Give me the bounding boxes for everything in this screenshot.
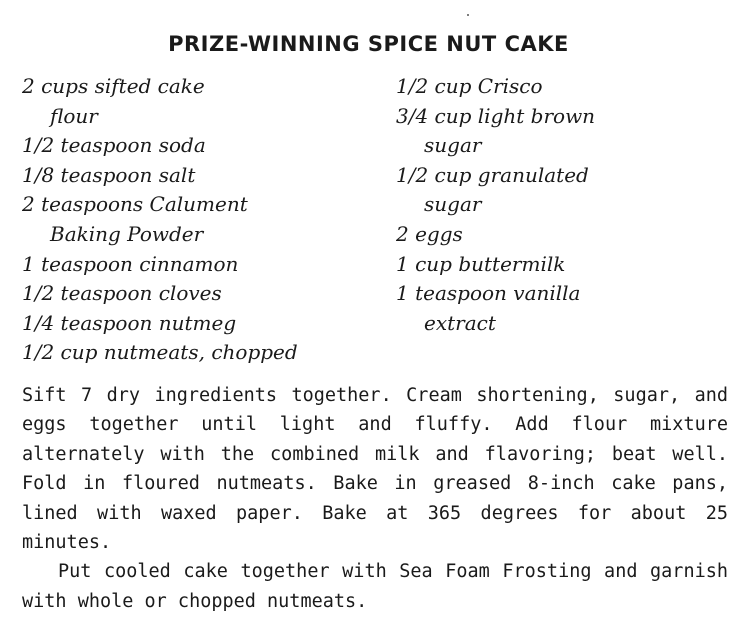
- ingredient-line: 2 eggs: [396, 221, 463, 246]
- method-section: [22, 381, 728, 616]
- ingredient-line: 3/4 cup light brown: [396, 103, 596, 128]
- print-speck: [467, 14, 469, 16]
- ingredient-line: extract: [424, 310, 496, 335]
- ingredient-line: 1/2 teaspoon cloves: [22, 281, 222, 306]
- ingredient-line: 1 cup buttermilk: [396, 251, 566, 276]
- ingredient-line: 2 teaspoons Calument: [22, 192, 248, 217]
- ingredient-line: 1/2 teaspoon soda: [22, 133, 206, 158]
- ingredient-line: 1/2 cup Crisco: [396, 74, 543, 98]
- ingredient-line: 2 cups sifted cake: [22, 74, 205, 98]
- ingredient-line: sugar: [424, 192, 482, 217]
- ingredient-line: 1/2 cup nutmeats, chopped: [22, 340, 298, 365]
- recipe-title: PRIZE-WINNING SPICE NUT CAKE: [168, 32, 569, 56]
- ingredients-right-column: [396, 72, 726, 338]
- ingredient-line: 1/4 teaspoon nutmeg: [22, 310, 237, 335]
- ingredient-line: sugar: [424, 133, 482, 158]
- ingredient-line: 1 teaspoon vanilla: [396, 281, 581, 306]
- ingredient-line: 1/8 teaspoon salt: [22, 162, 196, 187]
- ingredient-line: 1 teaspoon cinnamon: [22, 251, 239, 276]
- ingredient-line: flour: [50, 103, 98, 128]
- ingredients-left-column: [22, 72, 382, 368]
- method-paragraph: Sift 7 dry ingredients together. Cream shortening, sugar, and eggs together until light and fluffy. Add flour mixture alternately with the combined milk and flavoring; beat well. Fold in floured nutmeats. Bake in greased 8-inch cake pans, lined with waxed paper. Bake at 365 degrees for about 25 minutes.: [22, 385, 728, 554]
- ingredient-line: 1/2 cup granulated: [396, 162, 589, 187]
- ingredient-line: Baking Powder: [50, 221, 204, 246]
- serving-paragraph: Put cooled cake together with Sea Foam Frosting and garnish with whole or chopped nutmeats.: [22, 561, 728, 612]
